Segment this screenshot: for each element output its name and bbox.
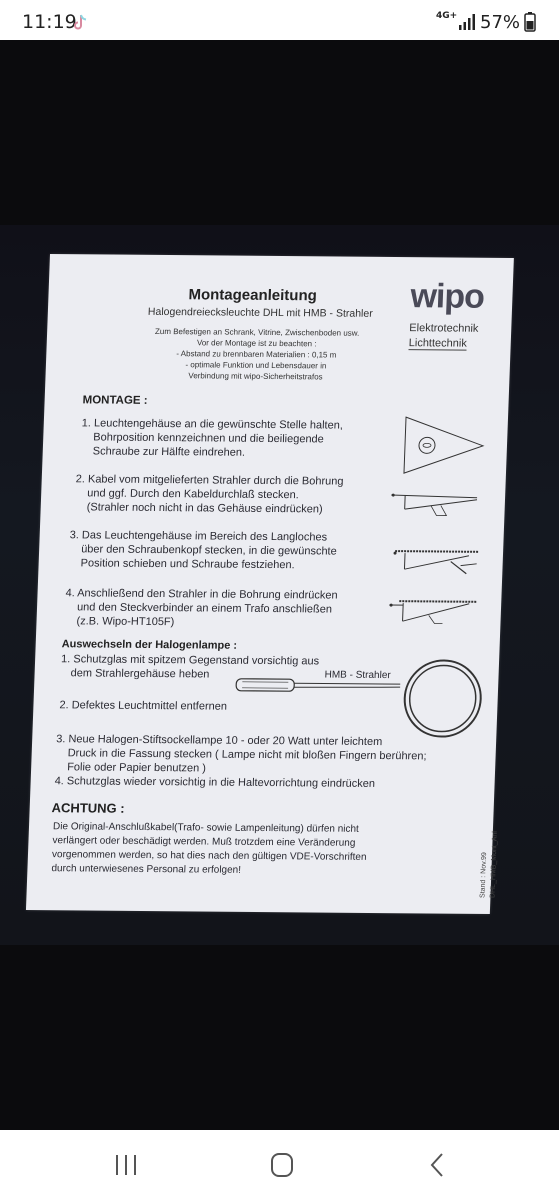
montage-step-2: 2. Kabel vom mitgelieferten Strahler durch die Bohrung (75, 473, 344, 488)
note-line: - optimale Funktion und Lebensdauer in (185, 360, 327, 371)
lamp-step-3: 3. Neue Halogen-Stiftsockellampe 10 - oder 20 Watt unter leichtem (55, 733, 383, 749)
battery-percent: 57% (480, 12, 521, 33)
photo (0, 40, 559, 1130)
lamp-step-2: 2. Defektes Leuchtmittel entfernen (59, 699, 228, 713)
wipo-logo: wipo (409, 277, 485, 316)
note-line: - Abstand zu brennbaren Materialien : 0,15 m (176, 349, 337, 360)
warning-line: verlängert oder beschädigt werden. Muß trotzdem eine Veränderung (52, 835, 356, 849)
recents-icon[interactable] (106, 1148, 146, 1182)
montage-step-2: und ggf. Durch den Kabeldurchlaß stecken. (87, 487, 299, 502)
spotlight-mounted-diagram (388, 597, 479, 632)
montage-step-3: über den Schraubenkopf stecken, in die gewünschte (80, 543, 337, 558)
warning-line: vorgenommen werden, so hat dies nach den gültigen VDE-Vorschriften (51, 849, 367, 863)
montage-step-2: (Strahler noch nicht in das Gehäuse eindrücken) (86, 501, 323, 516)
montage-step-1: 1. Leuchtengehäuse an die gewünschte Stelle halten, (81, 417, 344, 432)
montage-heading: MONTAGE : (82, 394, 148, 407)
sheet-title: Montageanleitung (188, 286, 318, 305)
spotlight-cable-diagram (390, 489, 481, 524)
montage-step-3: Position schieben und Schraube festziehen. (80, 557, 295, 572)
signal-icon (458, 14, 476, 30)
instruction-sheet (26, 254, 514, 914)
status-bar (0, 0, 559, 40)
montage-step-4: und den Steckverbinder an einem Trafo anschließen (76, 601, 333, 616)
battery-icon (524, 12, 536, 32)
home-icon[interactable] (262, 1148, 302, 1182)
status-time: 11:19 (22, 11, 77, 33)
lamp-step-1: 1. Schutzglas mit spitzem Gegenstand vorsichtig aus (60, 653, 320, 668)
note-line: Vor der Montage ist zu beachten : (196, 338, 317, 349)
lamp-heading: Auswechseln der Halogenlampe : (61, 638, 238, 652)
warning-line: Die Original-Anschlußkabel(Trafo- sowie Lampenleitung) dürfen nicht (52, 821, 360, 835)
montage-step-1: Schraube zur Hälfte eindrehen. (92, 445, 246, 459)
brand-line-2: Lichttechnik (408, 337, 468, 350)
note-line: Verbindung mit wipo-Sicherheitstrafos (188, 371, 323, 382)
network-type: 4G+ (436, 11, 458, 21)
brand-line-1: Elektrotechnik (409, 322, 479, 335)
lamp-step-4: 4. Schutzglas wieder vorsichtig in die Haltevorrichtung eindrücken (54, 775, 376, 790)
spotlight-glass-diagram (400, 657, 485, 740)
montage-step-4: 4. Anschließend den Strahler in die Bohrung eindrücken (65, 587, 338, 602)
montage-step-4: (z.B. Wipo-HT105F) (76, 615, 175, 629)
screwdriver-diagram (234, 674, 405, 697)
navigation-bar (0, 1130, 559, 1200)
note-line: Zum Befestigen an Schrank, Vitrine, Zwischenboden usw. (154, 326, 360, 338)
sheet-subtitle: Halogendreiecksleuchte DHL mit HMB - Strahler (147, 305, 373, 320)
warning-heading: ACHTUNG : (51, 800, 125, 816)
back-icon[interactable] (418, 1148, 458, 1182)
housing-slide-diagram (390, 547, 481, 582)
lamp-step-3: Druck in die Fassung stecken ( Lampe nicht mit bloßen Fingern berühren; (67, 747, 427, 763)
hmb-label: HMB - Strahler (324, 669, 391, 682)
lamp-step-3: Folie oder Papier benutzen ) (66, 761, 207, 775)
stamp-line-2: DHL_HMB_Mont_Anl (489, 831, 499, 899)
stamp-line-1: Stand : Nov.99 (479, 852, 489, 898)
triangle-housing-diagram (402, 415, 488, 476)
montage-step-3: 3. Das Leuchtengehäuse im Bereich des Langloches (69, 529, 328, 544)
tiktok-icon (72, 14, 88, 32)
warning-line: durch unterwiesenes Personal zu erfolgen! (51, 863, 242, 876)
montage-step-1: Bohrposition kennzeichnen und die beiliegende (93, 431, 325, 446)
lamp-step-1: dem Strahlergehäuse heben (70, 667, 210, 681)
